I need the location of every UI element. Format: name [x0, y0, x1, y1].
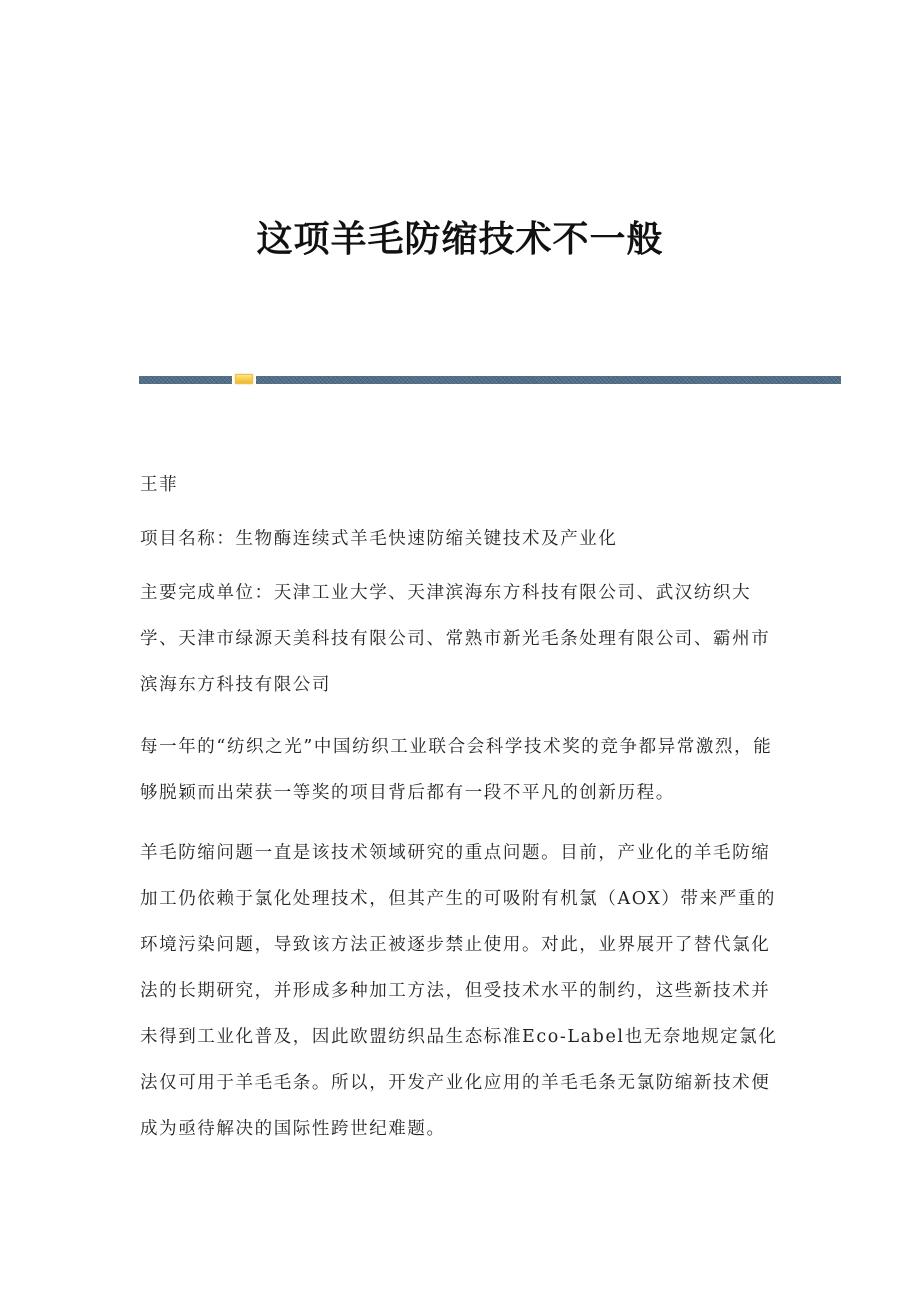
title-divider-right	[256, 376, 841, 384]
body-paragraph-1: 每一年的“纺织之光”中国纺织工业联合会科学技术奖的竞争都异常激烈，能够脱颖而出荣获一等奖的项目背后都有一段不平凡的创新历程。	[140, 737, 773, 803]
completing-units-line: 主要完成单位：天津工业大学、天津滨海东方科技有限公司、武汉纺织大学、天津市绿源天美科技有限公司、常熟市新光毛条处理有限公司、霸州市滨海东方科技有限公司	[140, 583, 771, 695]
body-paragraph-2: 羊毛防缩问题一直是该技术领域研究的重点问题。目前，产业化的羊毛防缩加工仍依赖于氯化处理技术，但其产生的可吸附有机氯（AOX）带来严重的环境污染问题，导致该方法正被逐步禁止使用。对此，业界展开了替代氯化法的长期研究，并形成多种加工方法，但受技术水平的制约，这些新技术并未得到工业化普及，因此欧盟纺织品生态标准Eco-Label也无奈地规定氯化法仅可用于羊毛毛条。所以，开发产业化应用的羊毛毛条无氯防缩新技术便成为亟待解决的国际性跨世纪难题。	[140, 843, 778, 1139]
title-divider-left	[139, 376, 232, 384]
page-title: 这项羊毛防缩技术不一般	[256, 219, 664, 260]
divider-ornament-icon	[235, 374, 253, 384]
project-name-line: 项目名称：生物酶连续式羊毛快速防缩关键技术及产业化	[140, 529, 618, 549]
author-name: 王菲	[140, 475, 179, 495]
